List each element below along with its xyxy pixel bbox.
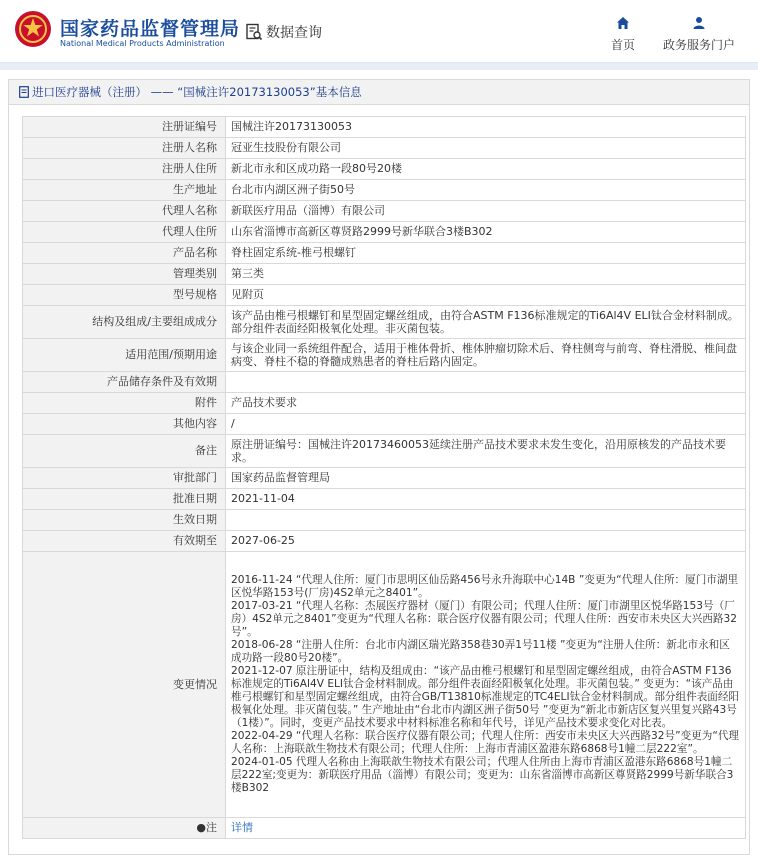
table-row [23, 243, 746, 264]
row-label: 适用范围/预期用途 [23, 339, 226, 372]
table-row [23, 552, 746, 818]
nav-service-portal-label: 政务服务门户 [662, 38, 735, 52]
table-row [23, 339, 746, 372]
table-row [23, 264, 746, 285]
row-value: 产品技术要求 [226, 393, 746, 414]
table-row [23, 201, 746, 222]
data-query-label: 数据查询 [266, 25, 322, 41]
table-row [23, 159, 746, 180]
row-label: 代理人名称 [23, 201, 226, 222]
panel-title-bar [9, 80, 749, 105]
site-title-en: National Medical Products Administration [60, 39, 225, 48]
row-label: 注册人住所 [23, 159, 226, 180]
table-row [23, 117, 746, 138]
row-value: 台北市内湖区洲子街50号 [226, 180, 746, 201]
nav-home[interactable] [608, 16, 638, 53]
row-label: 附件 [23, 393, 226, 414]
table-row [23, 393, 746, 414]
table-row [23, 138, 746, 159]
home-icon [616, 16, 630, 30]
table-row [23, 414, 746, 435]
registration-info-table [22, 116, 746, 839]
data-query-icon [245, 23, 263, 41]
row-label: 代理人住所 [23, 222, 226, 243]
table-row [23, 285, 746, 306]
data-query-link[interactable] [245, 22, 322, 42]
row-label: 有效期至 [23, 531, 226, 552]
row-value: 见附页 [226, 285, 746, 306]
row-label: 注册人名称 [23, 138, 226, 159]
row-label: 生效日期 [23, 510, 226, 531]
panel-title: 进口医疗器械（注册） —— “国械注许20173130053”基本信息 [32, 85, 362, 99]
row-label: 产品储存条件及有效期 [23, 372, 226, 393]
table-row [23, 180, 746, 201]
nav-home-label: 首页 [610, 38, 635, 52]
user-icon [692, 16, 706, 30]
row-label: 其他内容 [23, 414, 226, 435]
row-value: 原注册证编号：国械注许20173460053延续注册产品技术要求未发生变化，沿用原核发的产品技术要求。 [226, 435, 746, 468]
table-row [23, 531, 746, 552]
details-link[interactable]: 详情 [231, 821, 253, 835]
row-value: 新北市永和区成功路一段80号20楼 [226, 159, 746, 180]
detail-panel [8, 79, 750, 855]
row-value: 2021-11-04 [226, 489, 746, 510]
row-value: 脊柱固定系统-椎弓根螺钉 [226, 243, 746, 264]
table-row [23, 222, 746, 243]
row-value: 冠亚生技股份有限公司 [226, 138, 746, 159]
row-value: 山东省淄博市高新区尊贤路2999号新华联合3楼B302 [226, 222, 746, 243]
note-label-cell [23, 818, 226, 839]
row-label: 管理类别 [23, 264, 226, 285]
note-label: 注 [206, 821, 217, 835]
row-value [226, 510, 746, 531]
site-header [0, 0, 758, 62]
row-value: 该产品由椎弓根螺钉和星型固定螺丝组成，由符合ASTM F136标准规定的Ti6Al4V ELI钛合金材料制成。部分组件表面经阳极氧化处理。非灭菌包装。 [226, 306, 746, 339]
row-value: 第三类 [226, 264, 746, 285]
change-history: 2016-11-24 “代理人住所：厦门市思明区仙岳路456号永升海联中心14B ”变更为“代理人住所：厦门市湖里区悦华路153号(厂房)4S2单元之8401”。 2017-03-21 “代理人名称：杰展医疗器材（厦门）有限公司；代理人住所：厦门市湖里区悦华路153号（厂房）4S2单元之8401”变更为“代理人名称：联合医疗仪器有限公司；代理人住所：西安市未央区大兴西路32号”。 2018-06-28 “注册人住所：台北市内湖区瑞光路358巷30弄1号11楼 ”变更为“注册人住所：新北市永和区成功路一段80号20楼”。 2021-12-07 原注册证中，结构及组成由：“该产品由椎弓根螺钉和星型固定螺丝组成，由符合ASTM F136标准规定的Ti6Al4V ELI钛合金材料制成。部分组件表面经阳极氧化处理。非灭菌包装。” 变更为：“该产品由椎弓根螺钉和星型固定螺丝组成，由符合GB/T13810标准规定的TC4ELI钛合金材料制成。部分组件表面经阳极氧化处理。非灭菌包装。” 生产地址由“台北市内湖区洲子街50号 ”变更为“新北市新店区复兴里复兴路43号（1楼）”。同时，变更产品技术要求中材料标准名称和年代号，详见产品技术要求变化对比表。 2022-04-29 “代理人名称：联合医疗仪器有限公司；代理人住所：西安市未央区大兴西路32号”变更为“代理人名称：上海联歆生物技术有限公司；代理人住所：上海市青浦区盈港东路6868号1幢二层222室”。 2024-01-05 代理人名称由上海联歆生物技术有限公司；代理人住所由上海市青浦区盈港东路6868号1幢二层222室;变更为：新联医疗用品（淄博）有限公司；变更为：山东省淄博市高新区尊贤路2999号新华联合3楼B302 [226, 552, 746, 818]
row-label: 变更情况 [23, 552, 226, 818]
row-label: 备注 [23, 435, 226, 468]
row-label: 结构及组成/主要组成成分 [23, 306, 226, 339]
table-row [23, 510, 746, 531]
row-label: 生产地址 [23, 180, 226, 201]
pin-icon: ● [196, 821, 206, 835]
nav-service-portal[interactable] [660, 16, 738, 53]
row-value: 国家药品监督管理局 [226, 468, 746, 489]
table-row [23, 372, 746, 393]
row-label: 批准日期 [23, 489, 226, 510]
row-value: 国械注许20173130053 [226, 117, 746, 138]
table-row [23, 435, 746, 468]
document-icon [19, 86, 29, 98]
row-value: 2027-06-25 [226, 531, 746, 552]
note-value-cell [226, 818, 746, 839]
national-emblem-icon [14, 10, 52, 48]
table-row [23, 818, 746, 839]
row-value: / [226, 414, 746, 435]
table-row [23, 468, 746, 489]
header-divider [0, 62, 758, 70]
row-value: 新联医疗用品（淄博）有限公司 [226, 201, 746, 222]
row-label: 审批部门 [23, 468, 226, 489]
row-value: 与该企业同一系统组件配合，适用于椎体骨折、椎体肿瘤切除术后、脊柱侧弯与前弯、脊柱滑脱、椎间盘病变、脊柱不稳的脊髓成熟患者的脊柱后路内固定。 [226, 339, 746, 372]
row-value [226, 372, 746, 393]
row-label: 型号规格 [23, 285, 226, 306]
site-title-cn: 国家药品监督管理局 [60, 18, 241, 40]
table-row [23, 306, 746, 339]
table-row [23, 489, 746, 510]
row-label: 注册证编号 [23, 117, 226, 138]
row-label: 产品名称 [23, 243, 226, 264]
